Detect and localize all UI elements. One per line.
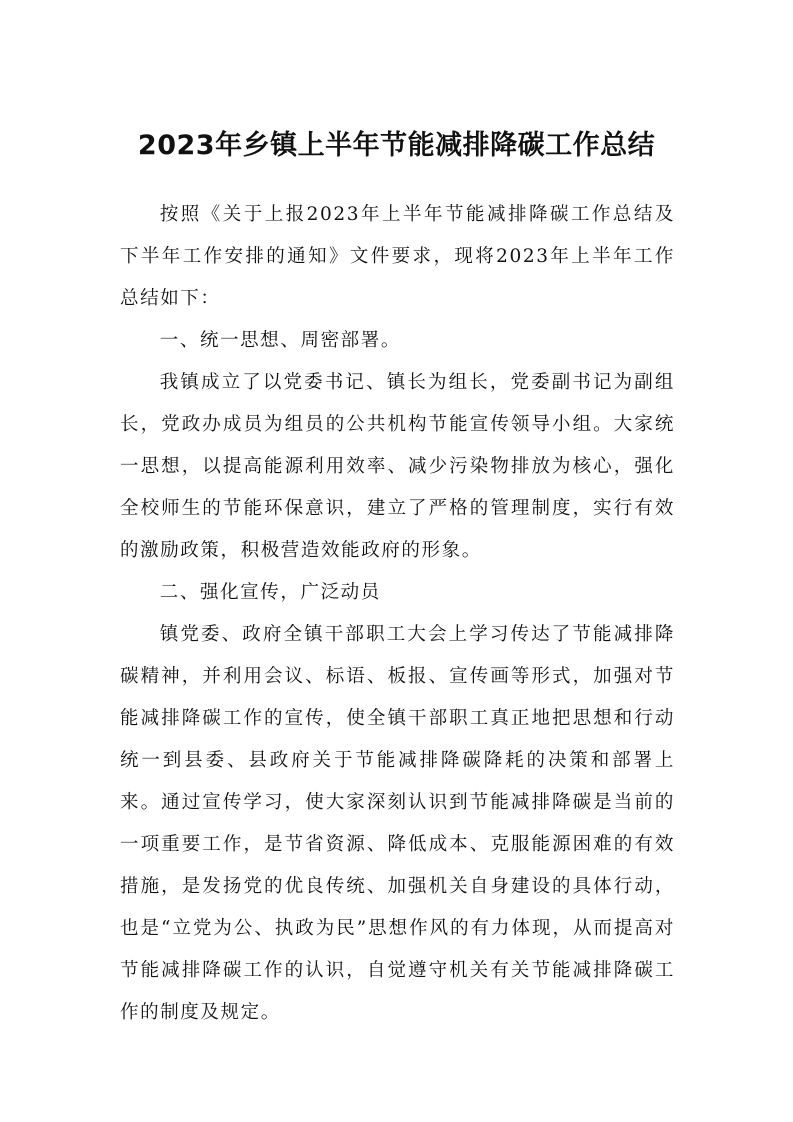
- document-title: 2023年乡镇上半年节能减排降碳工作总结: [137, 130, 656, 161]
- document-body: [120, 194, 675, 1034]
- section-heading-2: 二、强化宣传，广泛动员: [159, 582, 381, 603]
- section-heading-1: 一、统一思想、周密部署。: [159, 330, 401, 351]
- section-2-paragraph: 镇党委、政府全镇干部职工大会上学习传达了节能减排降碳精神，并利用会议、标语、板报、宣传画等形式，加强对节能减排降碳工作的宣传，使全镇干部职工真正地把思想和行动统一到县委、县政府关于节能减排降碳降耗的决策和部署上来。通过宣传学习，使大家深刻认识到节能减排降碳是当前的一项重要工作，是节省资源、降低成本、克服能源困难的有效措施，是发扬党的优良传统、加强机关自身建设的具体行动，也是“立党为公、执政为民”思想作风的有力体现，从而提高对节能减排降碳工作的认识，自觉遵守机关有关节能减排降碳工作的制度及规定。: [120, 624, 675, 1023]
- section-1-paragraph: 我镇成立了以党委书记、镇长为组长，党委副书记为副组长，党政办成员为组员的公共机构节能宣传领导小组。大家统一思想，以提高能源利用效率、减少污染物排放为核心，强化全校师生的节能环保意识，建立了严格的管理制度，实行有效的激励政策，积极营造效能政府的形象。: [120, 372, 675, 561]
- intro-paragraph: 按照《关于上报2023年上半年节能减排降碳工作总结及下半年工作安排的通知》文件要求，现将2023年上半年工作总结如下：: [120, 204, 675, 309]
